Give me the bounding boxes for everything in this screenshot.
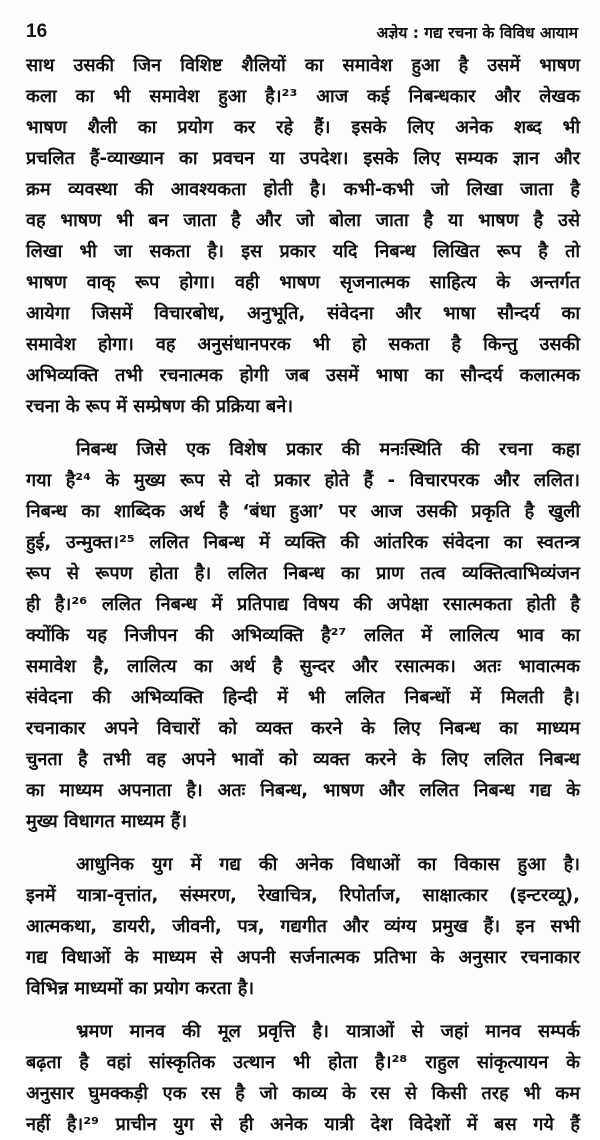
text-line: हुई, उन्मुक्त।²⁵ ललित निबन्ध में व्यक्ति की आंतरिक संवेदना का स्वतन्त्र (26, 532, 580, 553)
text-line: गद्य विधाओं के माध्यम से अपनी सर्जनात्मक प्रतिभा के अनुसार रचनाकार (26, 947, 580, 968)
text-line: कला का भी समावेश हुआ है।²³ आज कई निबन्धकार और लेखक (26, 86, 580, 107)
text-line: बढ़ता है वहां सांस्कृतिक उत्थान भी होता है।²⁸ राहुल सांकृत्यायन के (26, 1052, 580, 1073)
text-line: भ्रमण मानव की मूल प्रवृत्ति है। यात्राओं से जहां मानव सम्पर्क (76, 1021, 580, 1042)
text-line: चुनता है तभी वह अपने भावों को व्यक्त करने के लिए ललित निबन्ध (26, 749, 580, 770)
text-line: क्रम व्यवस्था की आवश्यकता होती है। कभी-कभी जो लिखा जाता है (26, 179, 580, 200)
body-text (26, 50, 580, 1140)
paragraph-gap (26, 1004, 580, 1016)
text-line: विभिन्न माध्यमों का प्रयोग करता है। (26, 978, 255, 999)
text-line: समावेश है, लालित्य का अर्थ है सुन्दर और रसात्मक। अतः भावात्मक (26, 656, 580, 677)
page-header (26, 18, 578, 46)
text-line: रूप से रूपण होता है। ललित निबन्ध का प्राण तत्व व्यक्तित्वाभिव्यंजन (26, 563, 580, 584)
text-line: आयेगा जिसमें विचारबोध, अनुभूति, संवेदना और भाषा सौन्दर्य का (26, 303, 580, 324)
text-line: अभिव्यक्ति तभी रचनात्मक होगी जब उसमें भाषा का सौन्दर्य कलात्मक (26, 365, 580, 386)
text-line: क्योंकि यह निजीपन की अभिव्यक्ति है²⁷ ललित में लालित्य भाव का (26, 625, 580, 646)
text-line: अनुसार घुमक्कड़ी एक रस है जो काव्य के रस से किसी तरह भी कम (26, 1083, 580, 1104)
text-line: गया है²⁴ के मुख्य रूप से दो प्रकार होते हैं - विचारपरक और ललित। (26, 470, 580, 491)
text-line: रचना के रूप में सम्प्रेषण की प्रक्रिया बने। (26, 396, 294, 417)
text-line: लिखा भी जा सकता है। इस प्रकार यदि निबन्ध लिखित रूप है तो (26, 241, 580, 262)
text-line: भाषण वाक् रूप होगा। वही भाषण सृजनात्मक साहित्य के अन्तर्गत (26, 272, 580, 293)
text-line: संवेदना की अभिव्यक्ति हिन्दी में भी ललित निबन्धों में मिलती है। (26, 687, 580, 708)
text-line: प्रचलित हैं-व्याख्यान का प्रवचन या उपदेश। इसके लिए सम्यक ज्ञान और (26, 148, 580, 169)
text-line: साथ उसकी जिन विशिष्ट शैलियों का समावेश हुआ है उसमें भाषण (26, 55, 580, 76)
text-line: का माध्यम अपनाता है। अतः निबन्ध, भाषण और ललित निबन्ध गद्य के (26, 780, 580, 801)
text-line: रचनाकार अपने विचारों को व्यक्त करने के लिए निबन्ध का माध्यम (26, 718, 580, 739)
text-line: वह भाषण भी बन जाता है और जो बोला जाता है या भाषण है उसे (26, 210, 580, 231)
text-line: ही है।²⁶ ललित निबन्ध में प्रतिपाद्य विषय की अपेक्षा रसात्मकता होती है (26, 594, 580, 615)
paragraph-2 (26, 434, 580, 837)
text-line: निबन्ध का शाब्दिक अर्थ है ‘बंधा हुआ’ पर आज उसकी प्रकृति है खुली (26, 501, 580, 522)
running-title: अज्ञेय : गद्य रचना के विविध आयाम (376, 24, 578, 42)
text-line: इनमें यात्रा-वृत्तांत, संस्मरण, रेखाचित्र, रिपोर्ताज, साक्षात्कार (इन्टरव्यू), (26, 885, 580, 906)
text-line: भाषण शैली का प्रयोग कर रहे हैं। इसके लिए अनेक शब्द भी (26, 117, 580, 138)
text-line: आधुनिक युग में गद्य की अनेक विधाओं का विकास हुआ है। (76, 854, 580, 875)
text-line: समावेश होगा। वह अनुसंधानपरक भी हो सकता है किन्तु उसकी (26, 334, 580, 355)
paragraph-1 (26, 50, 580, 422)
text-line: निबन्ध जिसे एक विशेष प्रकार की मनःस्थिति की रचना कहा (76, 439, 580, 460)
text-line: नहीं है।²⁹ प्राचीन युग से ही अनेक यात्री देश विदेशों में बस गये हैं (26, 1114, 580, 1135)
paragraph-gap (26, 837, 580, 849)
paragraph-gap (26, 422, 580, 434)
page-number: 16 (26, 21, 48, 42)
paragraph-4 (26, 1016, 580, 1140)
text-line: आत्मकथा, डायरी, जीवनी, पत्र, गद्यगीत और व्यंग्य प्रमुख हैं। इन सभी (26, 916, 580, 937)
text-line: मुख्य विधागत माध्यम हैं। (26, 811, 188, 832)
paragraph-3 (26, 849, 580, 1004)
